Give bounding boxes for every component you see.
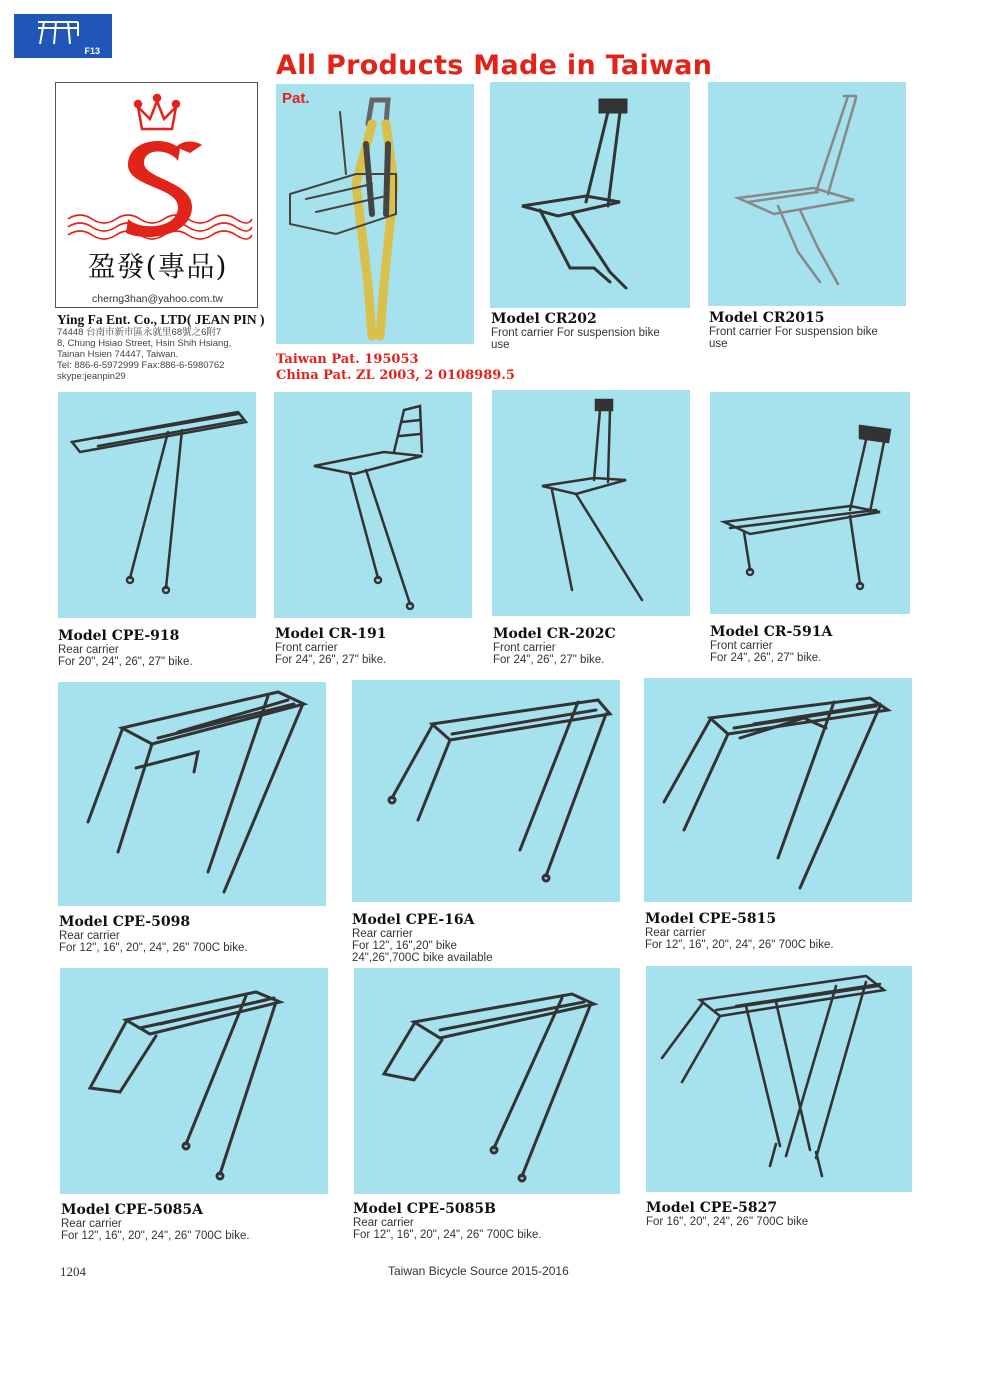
caption-cpe-918 xyxy=(58,628,298,668)
caption-cr-191 xyxy=(275,626,515,666)
model-description: For 12", 16",20" bike xyxy=(352,940,457,952)
page-code-badge xyxy=(14,14,112,58)
model-description: For 20", 24", 26", 27" bike. xyxy=(58,656,193,668)
model-description: Rear carrier xyxy=(59,930,120,942)
model-description: use xyxy=(491,339,510,351)
caption-cpe-5827 xyxy=(646,1200,886,1228)
model-description: Front carrier For suspension bike xyxy=(491,327,660,339)
model-description: For 16", 20", 24", 26" 700C bike xyxy=(646,1216,809,1228)
photo-cpe-5815 xyxy=(644,678,912,902)
model-description: For 12", 16", 20", 24", 26" 700C bike. xyxy=(61,1230,250,1242)
model-description: For 12", 16", 20", 24", 26" 700C bike. xyxy=(645,939,834,951)
caption-cr-591a xyxy=(710,624,950,664)
caption-cr-202c xyxy=(493,626,733,666)
photo-cpe-5085b xyxy=(354,968,620,1194)
caption-cr2015 xyxy=(709,310,949,350)
model-name: Model CPE-5827 xyxy=(646,1200,778,1216)
model-name: Model CR2015 xyxy=(709,310,825,326)
caption-cpe-5815 xyxy=(645,911,885,951)
photo-patent-fork-carrier xyxy=(276,84,474,344)
caption-cpe-5085b xyxy=(353,1201,593,1241)
model-description: Rear carrier xyxy=(61,1218,122,1230)
model-name: Model CR-591A xyxy=(710,624,833,640)
rear-carrier-cpe-5827-image xyxy=(646,966,912,1192)
photo-cpe-5085a xyxy=(60,968,328,1194)
model-description: Front carrier For suspension bike xyxy=(709,326,878,338)
caption-cpe-5085a xyxy=(61,1202,301,1242)
model-name: Model CPE-5098 xyxy=(59,914,191,930)
photo-cpe-16a xyxy=(352,680,620,902)
publication-source: Taiwan Bicycle Source 2015-2016 xyxy=(388,1264,569,1278)
page-number: 1204 xyxy=(60,1264,86,1279)
photo-cr2015 xyxy=(708,82,906,306)
logo-chinese-name: 盈發(專品) xyxy=(87,250,228,283)
caption-cr202 xyxy=(491,311,731,351)
rear-carrier-cpe-5085b-image xyxy=(354,968,620,1194)
caption-cpe-16a xyxy=(352,912,592,964)
model-description: Front carrier xyxy=(710,640,773,652)
model-description: Front carrier xyxy=(275,642,338,654)
model-description: For 12", 16", 20", 24", 26" 700C bike. xyxy=(59,942,248,954)
photo-cr-191 xyxy=(274,392,472,618)
company-skype: skype:jeanpin29 xyxy=(57,371,126,382)
model-description: Rear carrier xyxy=(58,644,119,656)
model-description: Front carrier xyxy=(493,642,556,654)
rear-carrier-cpe-16a-image xyxy=(352,680,620,902)
model-name: Model CPE-16A xyxy=(352,912,475,928)
page-headline: All Products Made in Taiwan xyxy=(276,50,713,81)
rear-carrier-cpe-5098-image xyxy=(58,682,326,906)
model-name: Model CR-202C xyxy=(493,626,616,642)
photo-cr-202c xyxy=(492,390,690,616)
company-name: Ying Fa Ent. Co., LTD( JEAN PIN ) xyxy=(57,312,265,327)
patent-numbers xyxy=(276,352,515,384)
model-description: For 24", 26", 27" bike. xyxy=(493,654,605,666)
company-logo xyxy=(55,82,258,308)
model-description: For 12", 16", 20", 24", 26" 700C bike. xyxy=(353,1229,542,1241)
model-description: For 24", 26", 27" bike. xyxy=(275,654,387,666)
photo-cpe-918 xyxy=(58,392,256,618)
model-description: Rear carrier xyxy=(645,927,706,939)
bicycle-rack-icon xyxy=(34,18,84,46)
caption-cpe-5098 xyxy=(59,914,299,954)
front-carrier-cr-202c-image xyxy=(492,390,690,616)
rear-carrier-cpe-5085a-image xyxy=(60,968,328,1194)
photo-cpe-5098 xyxy=(58,682,326,906)
rear-carrier-cpe-5815-image xyxy=(644,678,912,902)
model-description: Rear carrier xyxy=(352,928,413,940)
patent-label: Pat. xyxy=(282,90,310,107)
rear-carrier-cpe-918-image xyxy=(58,392,256,618)
company-info xyxy=(57,312,267,382)
front-carrier-cr-191-image xyxy=(274,392,472,618)
photo-cpe-5827 xyxy=(646,966,912,1192)
model-name: Model CPE-5085B xyxy=(353,1201,496,1217)
model-name: Model CR-191 xyxy=(275,626,387,642)
page-code: F13 xyxy=(84,46,100,56)
model-description: use xyxy=(709,338,728,350)
model-name: Model CR202 xyxy=(491,311,597,327)
company-address-chinese: 74448 台南市新市區永就里68號之6附7 xyxy=(57,327,222,338)
china-patent: China Pat. ZL 2003, 2 0108989.5 xyxy=(276,368,515,383)
photo-cr202 xyxy=(490,82,690,308)
model-name: Model CPE-918 xyxy=(58,628,180,644)
company-email: cherng3han@yahoo.com.tw xyxy=(92,293,223,305)
model-description: 24",26",700C bike available xyxy=(352,952,493,964)
photo-cr-591a xyxy=(710,392,910,614)
model-name: Model CPE-5815 xyxy=(645,911,777,927)
company-contact: Tel: 886-6-5972999 Fax:886-6-5980762 xyxy=(57,360,225,371)
model-description: For 24", 26", 27" bike. xyxy=(710,652,822,664)
company-address-line-1: 8, Chung Hsiao Street, Hsin Shih Hsiang, xyxy=(57,338,232,349)
front-carrier-cr-591a-image xyxy=(710,392,910,614)
front-carrier-cr202-image xyxy=(490,82,690,308)
model-description: Rear carrier xyxy=(353,1217,414,1229)
front-carrier-cr2015-image xyxy=(708,82,906,306)
suspension-fork-carrier-image xyxy=(276,84,474,344)
model-name: Model CPE-5085A xyxy=(61,1202,203,1218)
company-address-line-2: Tainan Hsien 74447, Taiwan. xyxy=(57,349,179,360)
taiwan-patent: Taiwan Pat. 195053 xyxy=(276,352,419,367)
